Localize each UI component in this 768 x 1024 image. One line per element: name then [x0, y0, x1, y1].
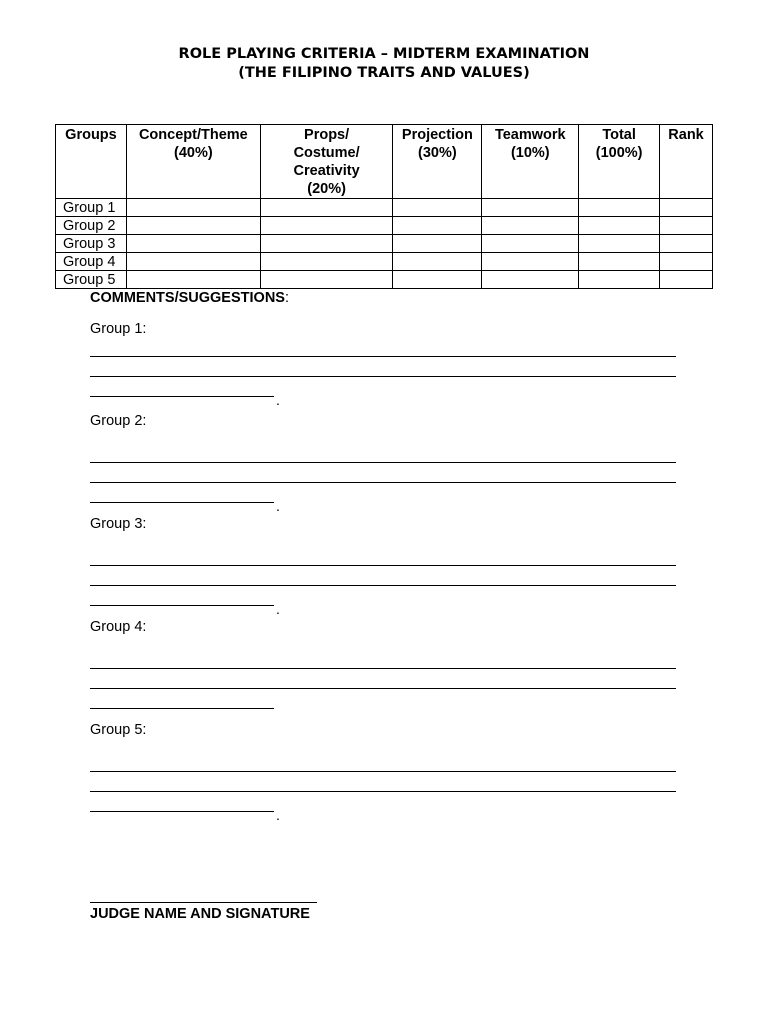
group-name-cell: Group 2: [56, 217, 127, 235]
score-cell-teamwork[interactable]: [482, 235, 579, 253]
comment-line[interactable]: [90, 482, 676, 483]
group-name-cell: Group 1: [56, 199, 127, 217]
header-concept-theme: [126, 125, 260, 199]
comments-section: [90, 289, 690, 823]
score-cell-concept-theme[interactable]: [126, 271, 260, 289]
comment-line[interactable]: [90, 565, 676, 566]
comment-line[interactable]: [90, 771, 676, 772]
header-projection-line: (30%): [418, 145, 457, 161]
score-cell-teamwork[interactable]: [482, 271, 579, 289]
comment-group-2: [90, 412, 690, 514]
header-groups-line: Groups: [65, 127, 117, 143]
score-cell-teamwork[interactable]: [482, 217, 579, 235]
table-row: [56, 199, 713, 217]
header-total: [579, 125, 660, 199]
comment-group-3: [90, 515, 690, 617]
header-teamwork-line: (10%): [510, 145, 550, 161]
comment-line[interactable]: [90, 356, 676, 357]
comment-group-label: Group 4:: [90, 619, 147, 635]
score-cell-teamwork[interactable]: [482, 199, 579, 217]
score-cell-props-costume-creativity[interactable]: [260, 217, 393, 235]
header-props-costume-creativity-line: (20%): [307, 181, 346, 197]
comment-line[interactable]: [90, 688, 676, 689]
comment-group-label: Group 3:: [90, 516, 147, 532]
comment-end-mark: .: [276, 601, 280, 617]
comment-group-1: [90, 320, 690, 408]
score-cell-rank[interactable]: [660, 235, 713, 253]
score-cell-total[interactable]: [579, 271, 660, 289]
score-cell-props-costume-creativity[interactable]: [260, 253, 393, 271]
score-cell-concept-theme[interactable]: [126, 217, 260, 235]
score-cell-total[interactable]: [579, 217, 660, 235]
title-line-1: ROLE PLAYING CRITERIA – MIDTERM EXAMINATION: [178, 46, 590, 62]
comments-heading: [90, 289, 690, 307]
score-cell-rank[interactable]: [660, 217, 713, 235]
header-props-costume-creativity: [260, 125, 393, 199]
comment-line[interactable]: [90, 376, 676, 377]
header-projection-line: Projection: [401, 127, 473, 143]
comments-heading-colon: :: [284, 290, 289, 306]
comment-end-mark: .: [276, 807, 280, 823]
group-name-cell: Group 5: [56, 271, 127, 289]
group-name-cell: Group 4: [56, 253, 127, 271]
comment-group-label: Group 2:: [90, 413, 147, 429]
score-cell-teamwork[interactable]: [482, 253, 579, 271]
header-props-costume-creativity-line: Costume/: [293, 145, 360, 161]
comment-group-5: [90, 721, 690, 823]
score-cell-projection[interactable]: [393, 235, 482, 253]
table-row: [56, 271, 713, 289]
title-line-2: (THE FILIPINO TRAITS AND VALUES): [238, 65, 530, 81]
score-cell-projection[interactable]: [393, 199, 482, 217]
comment-line[interactable]: [90, 605, 274, 606]
criteria-table: [55, 124, 713, 289]
header-groups: [56, 125, 127, 199]
score-cell-concept-theme[interactable]: [126, 199, 260, 217]
score-cell-projection[interactable]: [393, 217, 482, 235]
score-cell-props-costume-creativity[interactable]: [260, 199, 393, 217]
header-rank-line: Rank: [668, 127, 704, 143]
table-row: [56, 253, 713, 271]
comment-end-mark: .: [276, 498, 280, 514]
table-header-row: [56, 125, 713, 199]
header-concept-theme-line: (40%): [174, 145, 213, 161]
header-total-line: (100%): [595, 145, 643, 161]
header-rank: [660, 125, 713, 199]
group-name-cell: Group 3: [56, 235, 127, 253]
document-title: [0, 45, 768, 83]
comments-heading-text: COMMENTS/SUGGESTIONS: [90, 290, 285, 306]
table-body: [56, 199, 713, 289]
score-cell-total[interactable]: [579, 253, 660, 271]
comment-group-4: [90, 618, 690, 636]
comment-line[interactable]: [90, 811, 274, 812]
comment-line[interactable]: [90, 585, 676, 586]
score-cell-rank[interactable]: [660, 199, 713, 217]
comment-line[interactable]: [90, 708, 274, 709]
score-cell-total[interactable]: [579, 199, 660, 217]
header-projection: [393, 125, 482, 199]
comment-line[interactable]: [90, 502, 274, 503]
header-total-line: Total: [602, 127, 636, 143]
comment-end-mark: .: [276, 392, 280, 408]
header-props-costume-creativity-line: Creativity: [293, 163, 360, 179]
table-row: [56, 235, 713, 253]
comment-line[interactable]: [90, 462, 676, 463]
header-teamwork-line: Teamwork: [494, 127, 566, 143]
score-cell-rank[interactable]: [660, 253, 713, 271]
score-cell-props-costume-creativity[interactable]: [260, 271, 393, 289]
score-cell-concept-theme[interactable]: [126, 253, 260, 271]
score-cell-concept-theme[interactable]: [126, 235, 260, 253]
score-cell-projection[interactable]: [393, 271, 482, 289]
comment-line[interactable]: [90, 791, 676, 792]
signature-line[interactable]: [90, 890, 317, 903]
score-cell-rank[interactable]: [660, 271, 713, 289]
comment-line[interactable]: [90, 396, 274, 397]
score-cell-total[interactable]: [579, 235, 660, 253]
judge-label: JUDGE NAME AND SIGNATURE: [90, 906, 310, 922]
comment-group-label: Group 1:: [90, 321, 147, 337]
comment-group-label: Group 5:: [90, 722, 147, 738]
score-cell-projection[interactable]: [393, 253, 482, 271]
header-concept-theme-line: Concept/Theme: [138, 127, 248, 143]
header-props-costume-creativity-line: Props/: [304, 127, 350, 143]
comment-line[interactable]: [90, 668, 676, 669]
header-teamwork: [482, 125, 579, 199]
score-cell-props-costume-creativity[interactable]: [260, 235, 393, 253]
table-row: [56, 217, 713, 235]
judge-signature-block: [90, 890, 317, 923]
